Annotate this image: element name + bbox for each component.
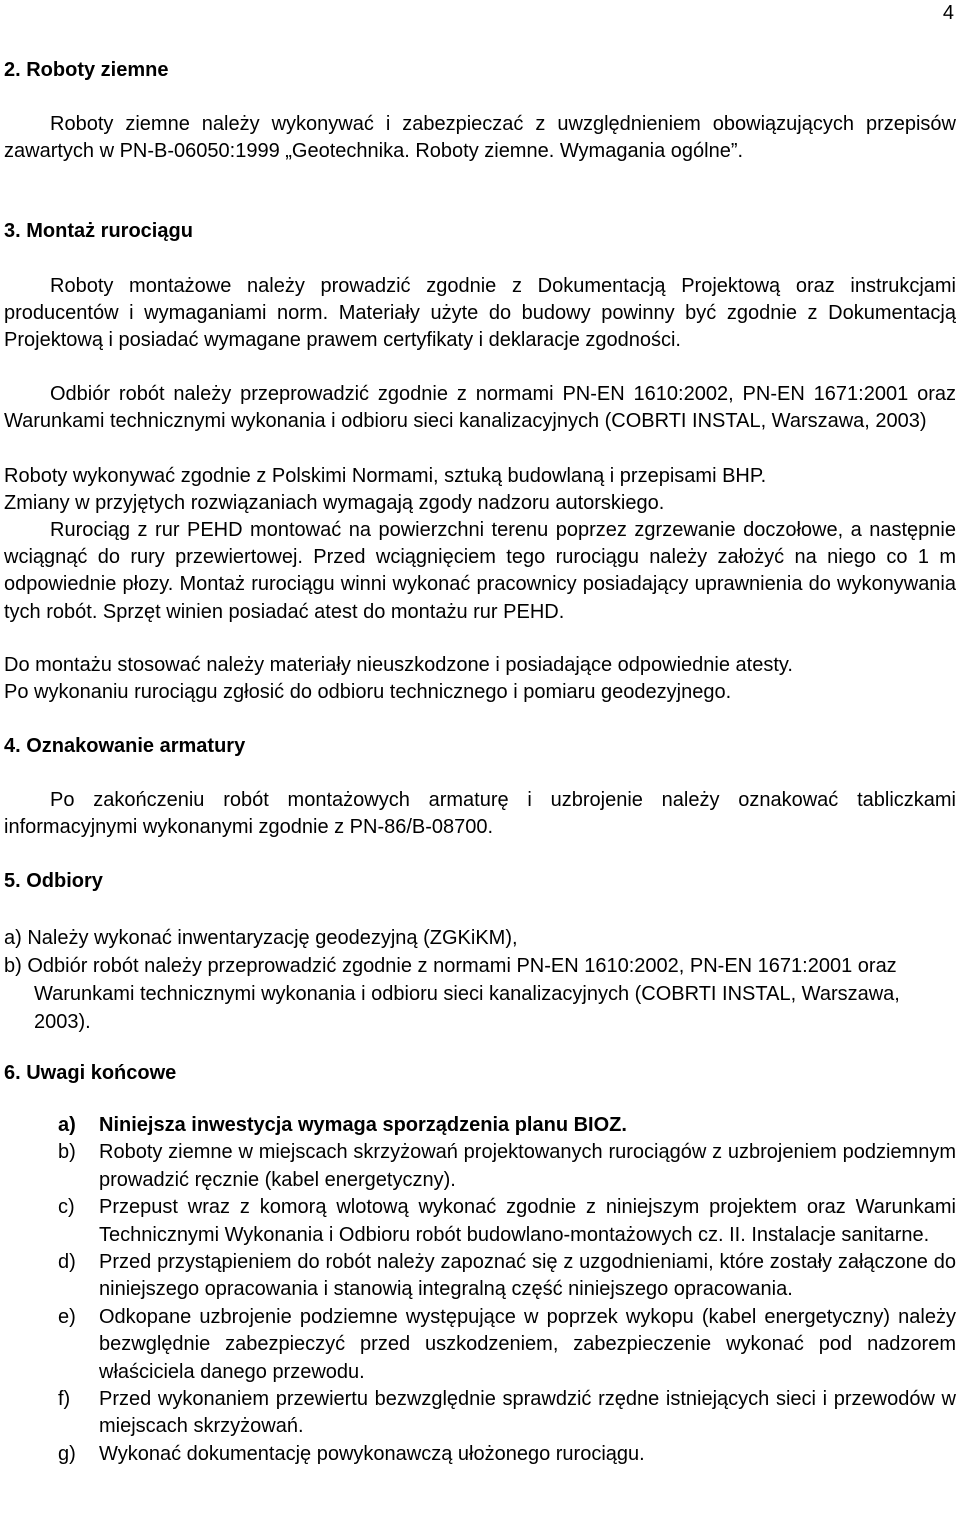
- list-item-label: d): [58, 1251, 76, 1274]
- list-item: [58, 1194, 956, 1249]
- section-3-paragraph-7: Po wykonaniu rurociągu zgłosić do odbioru technicznego i pomiaru geodezyjnego.: [4, 681, 732, 703]
- section-5-item-a: a) Należy wykonać inwentaryzację geodezyjną (ZGKiKM),: [4, 927, 518, 949]
- section-5-list: [4, 924, 956, 1036]
- section-6-heading: 6. Uwagi końcowe: [4, 1062, 177, 1084]
- list-item-label: e): [58, 1305, 76, 1328]
- list-item-text: Niniejsza inwestycja wymaga sporządzenia planu BIOZ.: [99, 1114, 627, 1136]
- list-item: [58, 1304, 956, 1386]
- section-3-paragraph-4: Zmiany w przyjętych rozwiązaniach wymagają zgody nadzoru autorskiego.: [4, 492, 665, 514]
- section-3-paragraph-5: Rurociąg z rur PEHD montować na powierzchni terenu poprzez zgrzewanie doczołowe, a następnie wciągnąć do rury przewiertowej. Przed wciągnięciem tego rurociągu należy założyć na niego co 1 m odpowiednie płozy. Montaż rurociągu winni wykonać pracownicy posiadający uprawnienia do wykonywania tych robót. Sprzęt winien posiadać atest do montażu rur PEHD.: [4, 519, 956, 623]
- section-6-list: [58, 1112, 956, 1468]
- section-4-paragraph: Po zakończeniu robót montażowych armaturę i uzbrojenie należy oznakować tabliczkami informacyjnymi wykonanymi zgodnie z PN-86/B-08700.: [4, 789, 956, 839]
- list-item: [58, 1441, 956, 1468]
- list-item: [58, 1112, 956, 1139]
- section-2-heading: 2. Roboty ziemne: [4, 59, 169, 81]
- list-item-label: a): [58, 1114, 76, 1136]
- section-3-paragraph-6: Do montażu stosować należy materiały nieuszkodzone i posiadające odpowiednie atesty.: [4, 654, 793, 676]
- list-item-text: Przepust wraz z komorą wlotową wykonać zgodnie z niniejszym projektem oraz Warunkami Technicznymi Wykonania i Odbioru robót budowlano-montażowych cz. II. Instalacje sanitarne.: [99, 1196, 956, 1246]
- list-item-label: f): [58, 1388, 71, 1411]
- section-3-paragraph-3: Roboty wykonywać zgodnie z Polskimi Normami, sztuką budowlaną i przepisami BHP.: [4, 465, 767, 487]
- list-item-text: Odkopane uzbrojenie podziemne występujące w poprzek wykopu (kabel energetyczny) należy bezwględnie zabezpieczyć przed uszkodzeniem, zabezpieczenie wykonać pod nadzorem właściciela danego przewodu.: [99, 1305, 956, 1383]
- list-item: [58, 1249, 956, 1304]
- section-5-item-b: b) Odbiór robót należy przeprowadzić zgodnie z normami PN-EN 1610:2002, PN-EN 1671:2001 oraz Warunkami technicznymi wykonania i odbioru sieci kanalizacyjnych (COBRTI INSTAL, Warszawa, 2003).: [4, 955, 900, 1033]
- list-item-label: c): [58, 1196, 75, 1219]
- section-3-heading: 3. Montaż rurociągu: [4, 220, 193, 242]
- list-item-label: b): [58, 1141, 76, 1164]
- list-item: [58, 1139, 956, 1194]
- list-item: [58, 1386, 956, 1441]
- section-2-paragraph: Roboty ziemne należy wykonywać i zabezpieczać z uwzględnieniem obowiązujących przepisów zawartych w PN-B-06050:1999 „Geotechnika. Roboty ziemne. Wymagania ogólne”.: [4, 113, 956, 163]
- section-3-paragraph-1: Roboty montażowe należy prowadzić zgodnie z Dokumentacją Projektową oraz instrukcjami producentów i wymaganiami norm. Materiały użyte do budowy powinny być zgodnie z Dokumentacją Projektową i posiadać wymagane prawem certyfikaty i deklaracje zgodności.: [4, 275, 956, 352]
- section-3-paragraph-2: Odbiór robót należy przeprowadzić zgodnie z normami PN-EN 1610:2002, PN-EN 1671:2001 oraz Warunkami technicznymi wykonania i odbioru sieci kanalizacyjnych (COBRTI INSTAL, Warszawa, 2003): [4, 383, 956, 433]
- section-4-heading: 4. Oznakowanie armatury: [4, 735, 246, 757]
- page-number: 4: [942, 2, 954, 24]
- section-5-heading: 5. Odbiory: [4, 870, 103, 892]
- list-item-text: Przed przystąpieniem do robót należy zapoznać się z uzgodnieniami, które zostały załączone do niniejszego opracowania i stanowią integralną część niniejszego opracowania.: [99, 1251, 956, 1301]
- list-item-label: g): [58, 1442, 76, 1465]
- list-item-text: Roboty ziemne w miejscach skrzyżowań projektowanych rurociągów z uzbrojeniem podziemnym prowadzić ręcznie (kabel energetyczny).: [99, 1141, 956, 1191]
- list-item-text: Wykonać dokumentację powykonawczą ułożonego rurociągu.: [99, 1442, 645, 1465]
- list-item-text: Przed wykonaniem przewiertu bezwzględnie sprawdzić rzędne istniejących sieci i przewodów w miejscach skrzyżowań.: [99, 1388, 956, 1438]
